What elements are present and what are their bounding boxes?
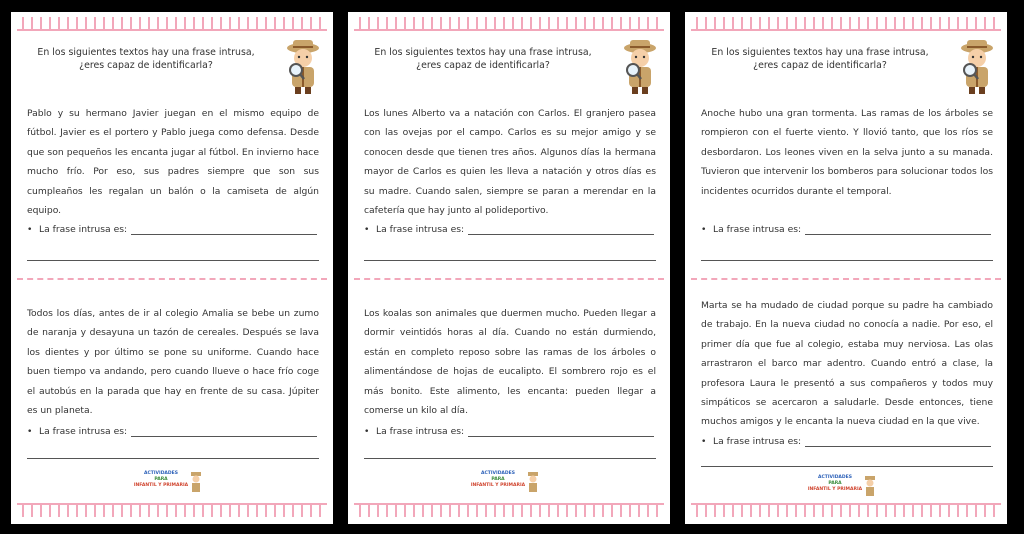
- text-a: Los lunes Alberto va a natación con Carlos. El granjero pasea con las ovejas por el campo. Carlos es su mejor amigo y se conocen desde que tienen tres años. Algunos días la hermana mayor de Carlos es quien les lleva a natación y otros días es su madre. Cuando salen, siempre se paran a merendar en la cafetería que hay junto al polideportivo.: [364, 108, 656, 217]
- publisher-logo: ACTIVIDADES PARA INFANTIL Y PRIMARIA: [805, 475, 885, 501]
- answer-blank[interactable]: [468, 427, 654, 437]
- mini-detective-icon: [526, 471, 540, 493]
- worksheet-page-2: [348, 12, 670, 524]
- answer-rule: [701, 260, 993, 261]
- answer-blank[interactable]: [131, 225, 317, 235]
- answer-line-b: • La frase intrusa es:: [364, 426, 656, 437]
- answer-line-b: • La frase intrusa es:: [701, 436, 993, 447]
- dashed-divider: [354, 278, 664, 280]
- top-fringe-border: [354, 17, 664, 31]
- answer-rule: [701, 466, 993, 467]
- mini-detective-icon: [189, 471, 203, 493]
- answer-blank[interactable]: [805, 437, 991, 447]
- top-fringe-border: [691, 17, 1001, 31]
- publisher-logo: ACTIVIDADES PARA INFANTIL Y PRIMARIA: [468, 471, 548, 497]
- worksheet-page-3: [685, 12, 1007, 524]
- worksheet-page-1: [11, 12, 333, 524]
- instructions: En los siguientes textos hay una frase intrusa, ¿eres capaz de identificarla?: [37, 47, 255, 71]
- text-b: Marta se ha mudado de ciudad porque su padre ha cambiado de trabajo. En la nueva ciudad no conocía a nadie. Por eso, el primer día que fue al colegio, estaba muy nerviosa. Las olas arrastraron el barco mar adentro. Cuando entró a clase, la profesora Laura le presentó a sus compañeros y todos muy simpáticos se acercaron a saludarle. Desde entonces, tiene muchos amigos y le encanta la nueva ciudad en la que vive.: [701, 300, 993, 428]
- answer-rule: [364, 458, 656, 459]
- top-fringe-border: [17, 17, 327, 31]
- answer-blank[interactable]: [131, 427, 317, 437]
- dashed-divider: [17, 278, 327, 280]
- detective-icon: [957, 38, 997, 96]
- publisher-logo: ACTIVIDADES PARA INFANTIL Y PRIMARIA: [131, 471, 211, 497]
- answer-blank[interactable]: [805, 225, 991, 235]
- instructions: En los siguientes textos hay una frase intrusa, ¿eres capaz de identificarla?: [374, 47, 592, 71]
- answer-line-b: • La frase intrusa es:: [27, 426, 319, 437]
- bottom-fringe-border: [354, 503, 664, 517]
- answer-blank[interactable]: [468, 225, 654, 235]
- detective-icon: [283, 38, 323, 96]
- dashed-divider: [691, 278, 1001, 280]
- answer-rule: [27, 458, 319, 459]
- answer-rule: [27, 260, 319, 261]
- answer-line-a: • La frase intrusa es:: [701, 224, 993, 235]
- text-a: Anoche hubo una gran tormenta. Las ramas de los árboles se rompieron con el fuerte viento. Y llovió tanto, que los ríos se desbordaron. Los leones viven en la selva junto a su manada. Tuvieron que intervenir los bomberos para solucionar todos los incidentes ocurridos durante el temporal.: [701, 108, 993, 197]
- answer-line-a: • La frase intrusa es:: [27, 224, 319, 235]
- bottom-fringe-border: [17, 503, 327, 517]
- instructions: En los siguientes textos hay una frase intrusa, ¿eres capaz de identificarla?: [711, 47, 929, 71]
- answer-line-a: • La frase intrusa es:: [364, 224, 656, 235]
- text-b: Los koalas son animales que duermen mucho. Pueden llegar a dormir veintidós horas al día. Cuando no están durmiendo, están en completo reposo sobre las ramas de los árboles o alimentándose de hojas de eucalipto. El sombrero rojo es el más bonito. Este alimento, les encanta: pueden llegar a comerse un kilo al día.: [364, 308, 656, 417]
- text-b: Todos los días, antes de ir al colegio Amalia se bebe un zumo de naranja y desayuna un tazón de cereales. Después se lava los dientes y por último se pone su uniforme. Cuando hace buen tiempo va andando, pero cuando llueve o hace frío coge el autobús en la parada que hay en frente de su casa. Júpiter es un planeta.: [27, 308, 319, 417]
- text-a: Pablo y su hermano Javier juegan en el mismo equipo de fútbol. Javier es el portero y Pablo juega como defensa. Desde que son pequeños les encanta jugar al fútbol. En invierno hace mucho frío. Por eso, sus padres siempre que son sus cumpleaños les regalan un balón o la camiseta de algún equipo.: [27, 108, 319, 217]
- mini-detective-icon: [863, 475, 877, 497]
- bottom-fringe-border: [691, 503, 1001, 517]
- answer-rule: [364, 260, 656, 261]
- detective-icon: [620, 38, 660, 96]
